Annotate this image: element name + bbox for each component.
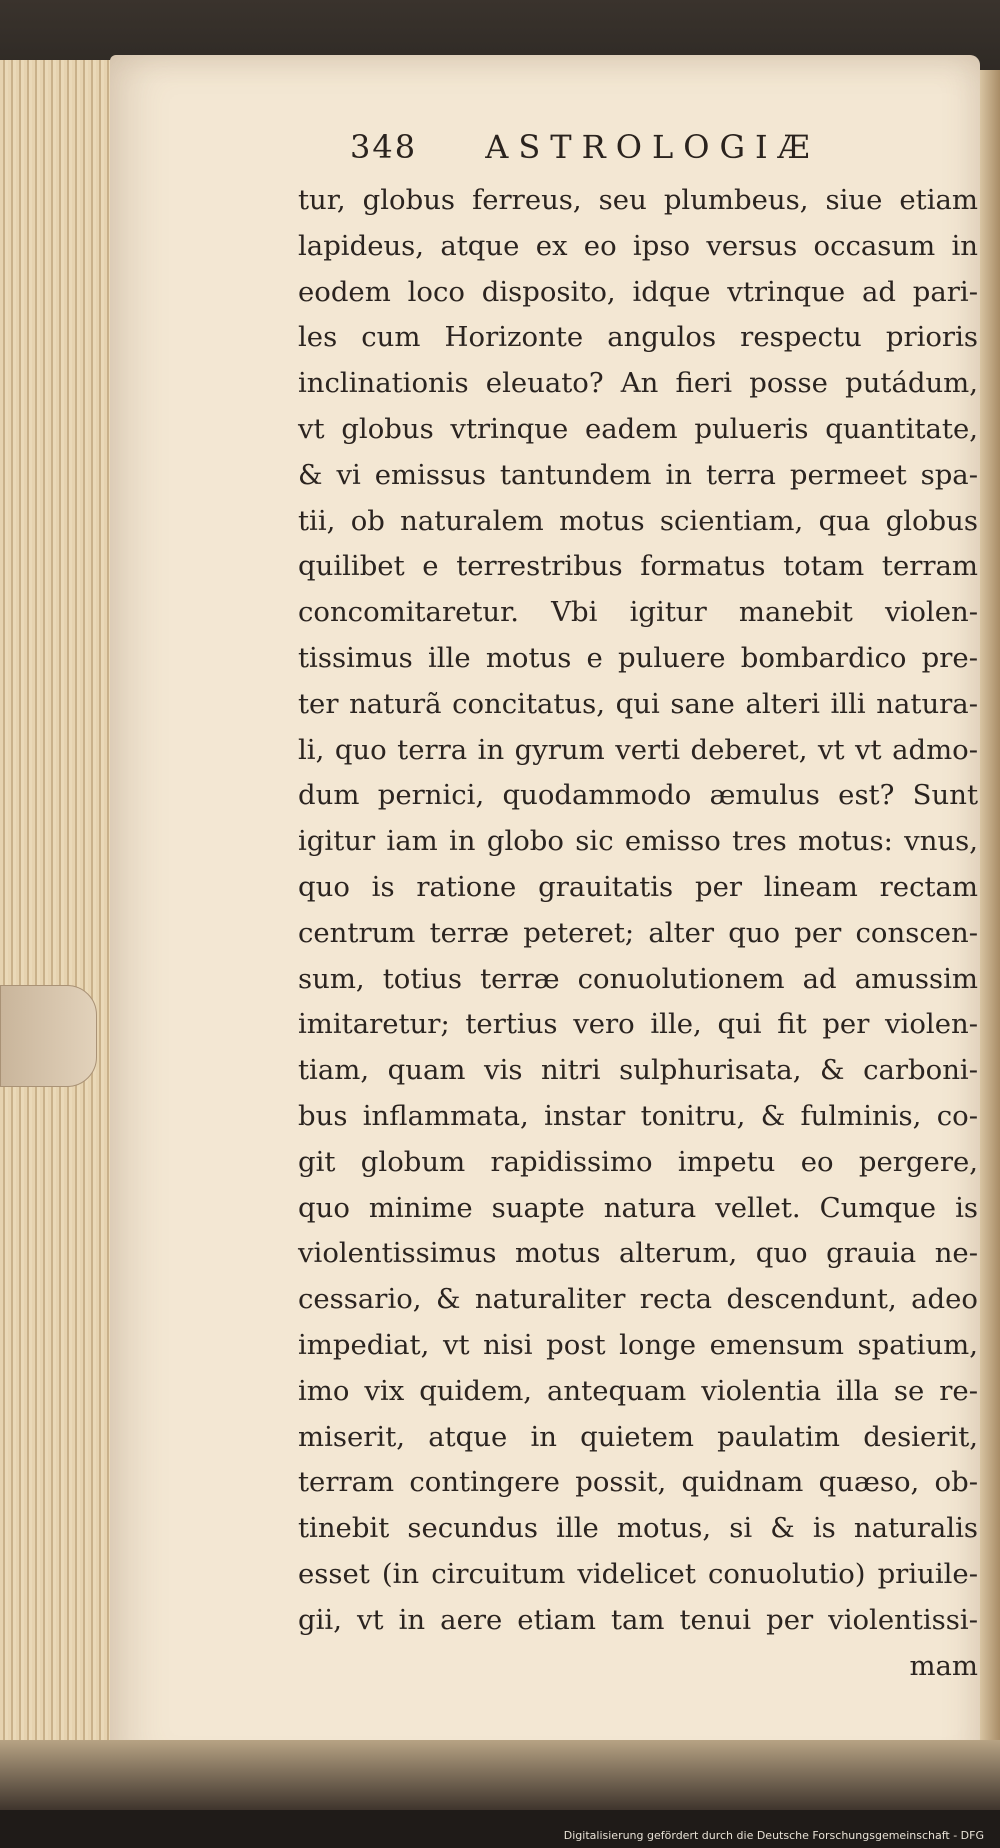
book-page-edges <box>0 60 122 1780</box>
text-line: imo vix quidem, antequam violentia illa se re- <box>298 1374 978 1407</box>
text-line: bus inflammata, instar tonitru, & fulminis, co- <box>298 1099 978 1132</box>
page-header <box>350 128 910 166</box>
digitization-credit: Digitalisierung gefördert durch die Deutsche Forschungsgemeinschaft - DFG <box>563 1829 984 1842</box>
text-line: tur, globus ferreus, seu plumbeus, siue etiam <box>298 184 978 216</box>
text-line: sum, totius terræ conuolutionem ad amussim <box>298 962 978 995</box>
text-line: li, quo terra in gyrum verti deberet, vt vt admo- <box>298 733 978 766</box>
text-line: dum pernici, quodammodo æmulus est? Sunt <box>298 779 978 812</box>
text-line: lapideus, atque ex eo ipso versus occasum in <box>298 229 978 262</box>
text-line: cessario, & naturaliter recta descendunt, adeo <box>298 1283 978 1316</box>
text-line: inclinationis eleuato? An fieri posse putádum, <box>298 367 978 400</box>
text-line: git globum rapidissimo impetu eo pergere, <box>298 1145 978 1178</box>
text-line: esset (in circuitum videlicet conuolutio) priuile- <box>298 1557 978 1590</box>
text-line: eodem loco disposito, idque vtrinque ad pari- <box>298 275 978 308</box>
text-line: tii, ob naturalem motus scientiam, qua globus <box>298 504 978 537</box>
catchword: mam <box>909 1649 978 1682</box>
running-title: ASTROLOGIÆ <box>485 128 820 166</box>
facing-page-edge <box>980 70 1000 1770</box>
footer-band <box>0 1810 1000 1848</box>
page-number: 348 <box>350 128 418 166</box>
text-line: quo is ratione grauitatis per lineam rectam <box>298 870 978 903</box>
text-line: & vi emissus tantundem in terra permeet spa- <box>298 458 978 491</box>
text-line: miserit, atque in quietem paulatim desierit, <box>298 1420 978 1453</box>
text-line: imitaretur; tertius vero ille, qui fit per violen- <box>298 1008 978 1041</box>
bookmark-tab <box>0 985 97 1087</box>
text-line: vt globus vtrinque eadem pulueris quantitate, <box>298 412 978 445</box>
text-line: impediat, vt nisi post longe emensum spatium, <box>298 1328 978 1361</box>
text-line: centrum terræ peteret; alter quo per conscen- <box>298 916 978 949</box>
text-line: ter naturã concitatus, qui sane alteri illi natura- <box>298 687 978 720</box>
text-line: les cum Horizonte angulos respectu prioris <box>298 321 978 354</box>
text-line: quilibet e terrestribus formatus totam terram <box>298 550 978 583</box>
text-line: tinebit secundus ille motus, si & is naturalis <box>298 1512 978 1545</box>
text-line: violentissimus motus alterum, quo grauia ne- <box>298 1237 978 1270</box>
text-line: tissimus ille motus e puluere bombardico pre- <box>298 641 978 674</box>
text-line: gii, vt in aere etiam tam tenui per violentissi- <box>298 1603 978 1636</box>
text-line: igitur iam in globo sic emisso tres motus: vnus, <box>298 825 978 858</box>
text-line: tiam, quam vis nitri sulphurisata, & carboni- <box>298 1054 978 1087</box>
book-bottom-edge <box>0 1740 1000 1810</box>
text-line: terram contingere possit, quidnam quæso, ob- <box>298 1466 978 1499</box>
body-text <box>298 178 978 1689</box>
text-line: quo minime suapte natura vellet. Cumque is <box>298 1191 978 1224</box>
text-line: concomitaretur. Vbi igitur manebit violen- <box>298 596 978 629</box>
